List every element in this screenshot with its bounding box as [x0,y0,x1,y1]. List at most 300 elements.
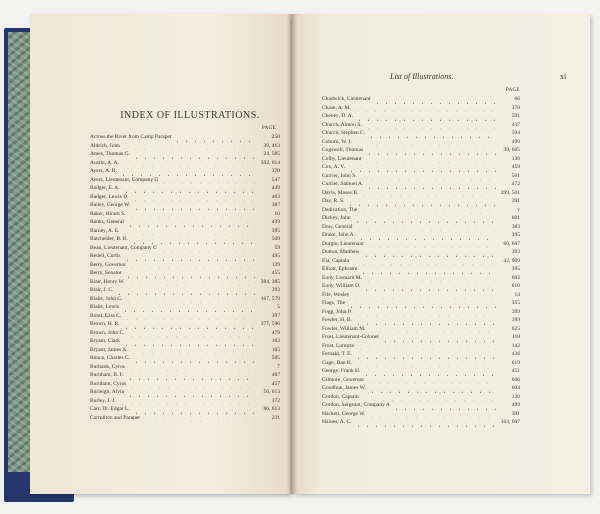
left-page-column-label: PAGE [262,126,276,131]
dot-leader [353,214,496,223]
entry-name: Bryant, Clark [90,338,120,344]
entry-page: 130 [511,393,520,400]
dot-leader [126,371,256,380]
entry-page: 501 [511,172,520,179]
dot-leader [122,142,256,151]
entry-page: 395 [511,232,520,238]
dot-leader [353,104,496,113]
entry-name: Burnham, Cyrus [90,380,127,387]
entry-name: Bryant, James A. [90,346,128,353]
dot-leader [115,286,256,295]
index-entry [90,218,280,227]
index-entry [90,227,280,236]
entry-page: 451 [511,368,520,374]
entry-page: 397 [271,312,280,319]
dot-leader [367,129,496,138]
entry-name: Elliott, Ephraim [322,266,358,272]
index-entry [322,104,520,113]
entry-page: 625 [511,325,520,332]
index-entry [90,176,280,185]
index-entry [90,235,280,244]
dot-leader [355,112,496,121]
entry-page: 14 [514,291,520,298]
entry-name: Currier, Samuel A. [322,181,364,187]
entry-name: Austin, A. A. [90,159,119,166]
entry-name: Cox, A. V. [322,164,345,170]
dot-leader [130,235,256,244]
dot-leader [118,397,256,406]
entry-page: 142 [511,342,520,349]
entry-page: 601 [511,215,520,221]
entry-page: 449 [271,185,280,191]
dot-leader [127,278,256,287]
dot-leader [367,410,496,419]
entry-page: 392, 614 [260,159,280,166]
dot-leader [362,367,496,376]
index-entry [322,138,520,147]
entry-name: Currier, John S. [322,172,357,179]
index-entry [322,401,520,410]
index-entry [322,282,520,291]
dot-leader [126,218,256,227]
index-entry [322,342,520,351]
entry-page: 455 [271,270,280,276]
entry-name: Blake, Lewis [90,304,120,310]
dot-leader [121,227,256,236]
entry-name: Fowler, H. B. [322,317,352,323]
dot-leader [127,363,256,372]
entry-page: 377, 596 [260,321,280,327]
dot-leader [362,248,496,257]
dot-leader [359,265,496,274]
entry-page: 42, 609 [503,257,520,264]
index-entry [322,418,520,427]
entry-name: Gage, Dan B. [322,359,352,366]
dot-leader [122,184,256,193]
entry-page: 372 [271,397,280,404]
index-entry [322,223,520,232]
index-entry [90,150,280,159]
dot-leader [131,193,256,202]
entry-page: 7 [277,363,280,370]
index-entry [90,320,280,329]
dot-leader [126,388,256,397]
index-entry [322,129,520,138]
dot-leader [366,240,496,249]
entry-name: Dow, General [322,223,353,230]
entry-name: Brown, H. R. [90,321,120,327]
index-entry [322,95,520,104]
entry-name: Church, Almon S. [322,121,362,128]
index-entry [322,121,520,130]
entry-page: 130 [511,155,520,162]
entry-page: 391 [511,410,520,417]
entry-name: Ames, Thomas G. [90,151,130,157]
index-entry [322,248,520,257]
entry-name: Berry, Governor [90,261,126,268]
dot-leader [364,274,496,283]
entry-name: Ayers, Lieutenant, Company G [90,176,159,183]
entry-page: 499 [511,402,520,408]
entry-page: 439 [271,219,280,225]
dot-leader [346,197,496,206]
entry-page: 231 [271,414,280,421]
entry-name: Bond, Ezra C. [90,312,122,319]
entry-page: 355 [511,300,520,306]
entry-name: Church, Stephen C. [322,130,366,136]
index-entry [90,261,280,270]
entry-page: 370 [271,168,280,174]
dot-leader [366,376,496,385]
entry-page: 39, 605 [503,147,520,153]
index-entry [322,359,520,368]
dot-leader [373,95,496,104]
entry-page: 163, 607 [500,419,520,425]
dot-leader [347,163,496,172]
dot-leader [355,223,497,232]
dot-leader [352,291,496,300]
index-entry [90,159,280,168]
dot-leader [362,282,496,291]
dot-leader [351,257,496,266]
entry-page: 569 [271,236,280,242]
dot-leader [124,295,256,304]
entry-page: 66, 607 [503,240,520,247]
entry-name: Goodhue, James W. [322,385,366,391]
entry-name: Dickey, John [322,215,351,221]
entry-name: Dedication, The [322,206,358,213]
dot-leader [122,337,256,346]
index-entry [322,350,520,359]
index-entry [322,333,520,342]
index-entry [322,214,520,223]
index-entry [90,133,280,142]
index-entry [322,376,520,385]
dot-leader [130,346,256,355]
running-head: List of Illustrations. [390,72,454,81]
entry-page: 395 [511,266,520,272]
dot-leader [132,150,256,159]
index-entry [322,180,520,189]
dot-leader [132,201,256,210]
index-entry [90,405,280,414]
index-entry [90,388,280,397]
entry-name: Flags, The [322,300,346,306]
dot-leader [365,180,496,189]
entry-page: 250 [271,134,280,140]
entry-name: Berry, Senator [90,270,122,276]
index-entry [90,210,280,219]
entry-page: 387 [271,202,280,208]
entry-page: 619 [511,359,520,366]
dot-leader [364,121,496,130]
entry-page: 391 [511,198,520,204]
entry-page: 378 [511,104,520,111]
index-entry [90,193,280,202]
entry-name: Davis, Moses B. [322,189,359,196]
dot-leader [124,269,256,278]
entry-name: Badger, Lewis D. [90,193,129,200]
dot-leader [128,261,256,270]
entry-name: Colby, Lieutenant [322,155,362,162]
entry-name: Burleigh, Alvin [90,389,125,395]
index-entry [322,274,520,283]
index-entry [322,325,520,334]
entry-name: Fogg, John P. [322,308,352,315]
entry-name: Cheney, D. A. [322,113,353,119]
entry-page: v [517,206,520,213]
dot-leader [119,167,256,176]
entry-name: Banks, General [90,219,124,225]
entry-name: Eudy, William D. [322,283,361,289]
entry-name: Carr, Dr. Edgar L. [90,406,130,412]
entry-page: 610 [511,283,520,289]
dot-leader [159,244,256,253]
dot-leader [127,329,256,338]
entry-page: 547 [271,176,280,183]
entry-page: 86, 613 [263,406,280,412]
entry-name: Blair, J. C. [90,287,114,293]
index-entry [322,155,520,164]
entry-name: Burley, J. J. [90,397,116,404]
dot-leader [132,354,256,363]
dot-leader [128,380,256,389]
dot-leader [142,414,256,423]
index-entry [90,244,280,253]
entry-page: 399 [511,308,520,315]
entry-name: Blair, Henry W. [90,278,125,285]
index-entry [322,197,520,206]
dot-leader [354,359,496,368]
entry-page: 436 [511,351,520,357]
entry-page: 495 [271,253,280,259]
dot-leader [121,303,256,312]
entry-page: 505 [271,355,280,361]
dot-leader [354,308,496,317]
index-entry [322,112,520,121]
entry-name: Barney, A. E. [90,227,120,234]
entry-page: 165 [271,346,280,353]
entry-name: Baker, Hiram S. [90,210,126,217]
index-entry [322,384,520,393]
dot-leader [123,312,256,321]
entry-name: Gordon, Sergeant, Company A [322,402,390,408]
book-gutter [287,14,297,494]
entry-name: Durgin, Lieutenant [322,240,364,247]
index-entry [90,252,280,261]
entry-page: 395 [271,227,280,234]
entry-name: Fife, Wesley [322,291,350,298]
entry-name: Gilmore, Governor [322,376,365,383]
entry-name: Ela, Captain [322,257,350,264]
dot-leader [160,176,256,185]
dot-leader [347,299,496,308]
index-entry [90,295,280,304]
index-entry [322,189,520,198]
dot-leader [121,159,256,168]
dot-leader [132,405,256,414]
entry-page: 139 [271,261,280,268]
page-number: xi [560,72,567,81]
entry-name: Ayers, A. R. [90,168,117,174]
entry-name: Burbank, Cyrus [90,363,125,370]
left-illustration-list [90,133,280,422]
index-entry [322,240,520,249]
entry-name: Frost, Lieutenant-Colonel [322,334,379,340]
entry-page: 459 [511,164,520,170]
entry-name: Gordon, Captain [322,393,359,400]
entry-page: 167, 579 [260,295,280,302]
entry-name: Bean, Lieutenant, Company C [90,244,157,251]
index-entry [90,286,280,295]
entry-name: Badger, E. A. [90,185,120,191]
entry-page: 5 [277,304,280,310]
dot-leader [381,333,496,342]
index-entry [90,371,280,380]
index-entry [90,354,280,363]
index-entry [322,308,520,317]
entry-page: 490 [511,138,520,145]
entry-page: 399, 501 [500,189,520,196]
entry-name: Drake, John A. [322,232,355,238]
entry-name: Aldrich, John [90,142,120,149]
index-entry [90,346,280,355]
entry-name: Chadwick, Lieutenant [322,96,371,102]
entry-name: Bailey, George W. [90,202,131,208]
entry-page: 501 [511,113,520,119]
entry-page: 602 [511,274,520,281]
entry-name: Frost, Lorenzo [322,342,355,349]
entry-page: 10 [274,210,280,217]
dot-leader [363,155,496,164]
dot-leader [367,325,496,334]
index-entry [90,303,280,312]
index-entry [322,393,520,402]
index-entry [322,367,520,376]
entry-name: George, Frank H. [322,368,361,374]
dot-leader [365,146,496,155]
entry-name: Batchelder, B. B. [90,236,128,242]
dot-leader [354,138,496,147]
index-entry [90,414,280,423]
entry-page: 594 [511,130,520,136]
right-page-column-label: PAGE [506,88,520,93]
entry-page: 603 [511,385,520,391]
index-entry [90,397,280,406]
entry-name: Eudy, Leonard M. [322,274,362,281]
index-entry [322,265,520,274]
entry-name: Fowler, William M. [322,325,366,332]
dot-leader [173,133,256,142]
dot-leader [361,393,496,402]
index-entry [90,337,280,346]
entry-name: Carrollton and Parapet [90,414,140,421]
entry-name: Fernald, T. E. [322,351,352,357]
index-entry [90,312,280,321]
dot-leader [392,401,496,410]
entry-page: 437 [511,121,520,128]
dot-leader [368,384,496,393]
entry-page: 606 [511,376,520,383]
entry-name: Bedell, Curtis [90,253,121,259]
entry-name: Hackett, George W. [322,410,366,417]
index-entry [90,184,280,193]
entry-page: 118 [511,334,520,340]
entry-name: Across the River from Camp Parapet [90,134,172,140]
entry-name: Day, R. S. [322,198,345,204]
index-entry [322,257,520,266]
index-entry [90,269,280,278]
dot-leader [360,189,496,198]
entry-page: 383 [511,223,520,230]
dot-leader [123,252,256,261]
entry-page: 393 [511,249,520,255]
index-entry [90,380,280,389]
index-entry [322,172,520,181]
dot-leader [354,418,497,427]
entry-name: Haines, A. C. [322,419,352,425]
entry-name: Cogswell, Thomas [322,147,364,153]
entry-page: 163 [271,338,280,344]
index-entry [322,410,520,419]
index-entry [322,206,520,215]
index-entry [322,146,520,155]
right-illustration-list [322,95,520,427]
entry-page: 479 [271,329,280,336]
index-entry [322,299,520,308]
entry-page: 39, 413 [263,142,280,149]
index-entry [90,167,280,176]
index-entry [322,231,520,240]
dot-leader [354,350,496,359]
index-entry [322,163,520,172]
index-entry [322,316,520,325]
index-entry [90,142,280,151]
entry-page: 59 [274,244,280,251]
dot-leader [354,316,496,325]
entry-page: 384, 385 [260,278,280,285]
dot-leader [128,210,256,219]
index-entry [90,363,280,372]
entry-name: Coburn, W. I. [322,138,352,145]
entry-name: Bunce, Charles C. [90,355,131,361]
index-entry [90,278,280,287]
entry-page: 56, 613 [263,389,280,395]
entry-page: 24, 585 [263,151,280,157]
entry-name: Burnham, B. F. [90,372,124,378]
index-entry [322,291,520,300]
dot-leader [359,172,496,181]
index-entry [90,329,280,338]
dot-leader [356,342,496,351]
entry-page: 463 [271,193,280,200]
entry-name: Brown, John C. [90,329,125,336]
entry-page: 399 [511,317,520,323]
entry-page: 393 [271,287,280,293]
entry-page: 457 [271,380,280,387]
entry-page: 472 [511,181,520,187]
entry-page: 487 [271,372,280,378]
dot-leader [359,206,496,215]
dot-leader [122,320,257,329]
entry-name: Dutton, Matthew [322,249,360,255]
dot-leader [357,231,496,240]
entry-name: Chase, A. M. [322,104,351,111]
entry-name: Blake, John C. [90,295,123,302]
index-entry [90,201,280,210]
entry-page: 66 [514,96,520,102]
index-heading: INDEX OF ILLUSTRATIONS. [120,110,260,121]
